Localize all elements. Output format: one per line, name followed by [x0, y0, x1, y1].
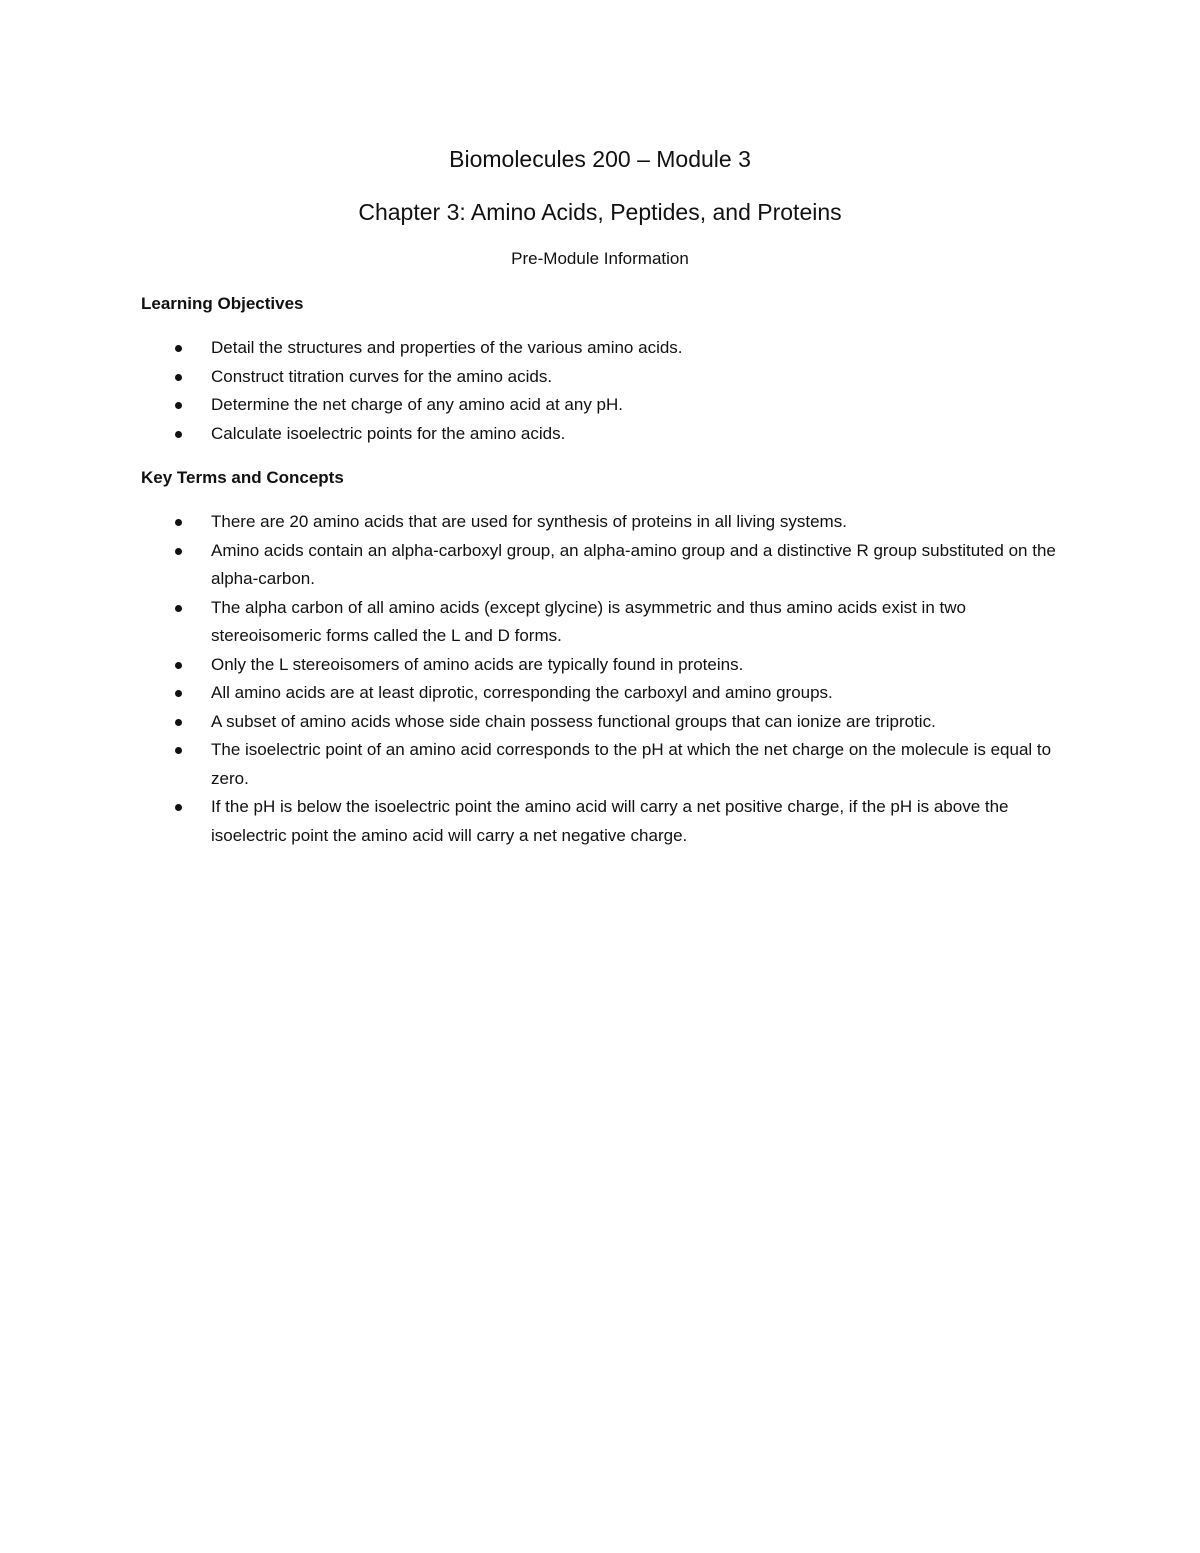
- list-item: [0, 508, 1081, 537]
- list-item: [0, 679, 1081, 708]
- list-item-text: Amino acids contain an alpha-carboxyl group, an alpha-amino group and a distinctive R group substituted on the alpha-carbon.: [211, 540, 1056, 588]
- learning-objectives-list: [0, 334, 1200, 448]
- list-item: [0, 391, 1081, 420]
- bullet-icon: [175, 519, 182, 526]
- bullet-icon: [175, 747, 182, 754]
- key-terms-heading: Key Terms and Concepts: [141, 468, 344, 487]
- list-item: [0, 736, 1081, 793]
- list-item: [0, 793, 1081, 850]
- list-item-text: Only the L stereoisomers of amino acids are typically found in proteins.: [211, 654, 744, 674]
- bullet-icon: [175, 402, 182, 409]
- bullet-icon: [175, 345, 182, 352]
- list-item-text: The alpha carbon of all amino acids (except glycine) is asymmetric and thus amino acids exist in two stereoisomeric forms called the L and D forms.: [211, 597, 966, 645]
- bullet-icon: [175, 662, 182, 669]
- list-item: [0, 594, 1081, 651]
- key-terms-list: [0, 508, 1200, 850]
- list-item: [0, 537, 1081, 594]
- list-item-text: Detail the structures and properties of the various amino acids.: [211, 338, 683, 357]
- bullet-icon: [175, 804, 182, 811]
- list-item-text: If the pH is below the isoelectric point the amino acid will carry a net positive charge, if the pH is above the isoelectric point the amino acid will carry a net negative charge.: [211, 797, 1009, 845]
- bullet-icon: [175, 374, 182, 381]
- list-item-text: Determine the net charge of any amino acid at any pH.: [211, 395, 624, 414]
- learning-objectives-heading: Learning Objectives: [141, 294, 304, 313]
- bullet-icon: [175, 431, 182, 438]
- list-item-text: All amino acids are at least diprotic, corresponding the carboxyl and amino groups.: [211, 683, 833, 702]
- document-subtitle: Pre-Module Information: [511, 249, 689, 268]
- list-item: [0, 363, 1081, 392]
- document-title: Biomolecules 200 – Module 3: [449, 146, 751, 172]
- list-item: [0, 334, 1081, 363]
- list-item-text: The isoelectric point of an amino acid corresponds to the pH at which the net charge on the molecule is equal to zero.: [211, 740, 1052, 788]
- list-item-text: Calculate isoelectric points for the amino acids.: [211, 423, 566, 443]
- bullet-icon: [175, 719, 182, 726]
- list-item: [0, 420, 1081, 449]
- chapter-title: Chapter 3: Amino Acids, Peptides, and Proteins: [358, 199, 842, 225]
- bullet-icon: [175, 605, 182, 612]
- list-item: [0, 708, 1081, 737]
- bullet-icon: [175, 548, 182, 555]
- list-item-text: A subset of amino acids whose side chain possess functional groups that can ionize are triprotic.: [211, 711, 936, 731]
- list-item: [0, 651, 1081, 680]
- list-item-text: Construct titration curves for the amino acids.: [211, 366, 553, 386]
- list-item-text: There are 20 amino acids that are used for synthesis of proteins in all living systems.: [211, 512, 847, 531]
- bullet-icon: [175, 690, 182, 697]
